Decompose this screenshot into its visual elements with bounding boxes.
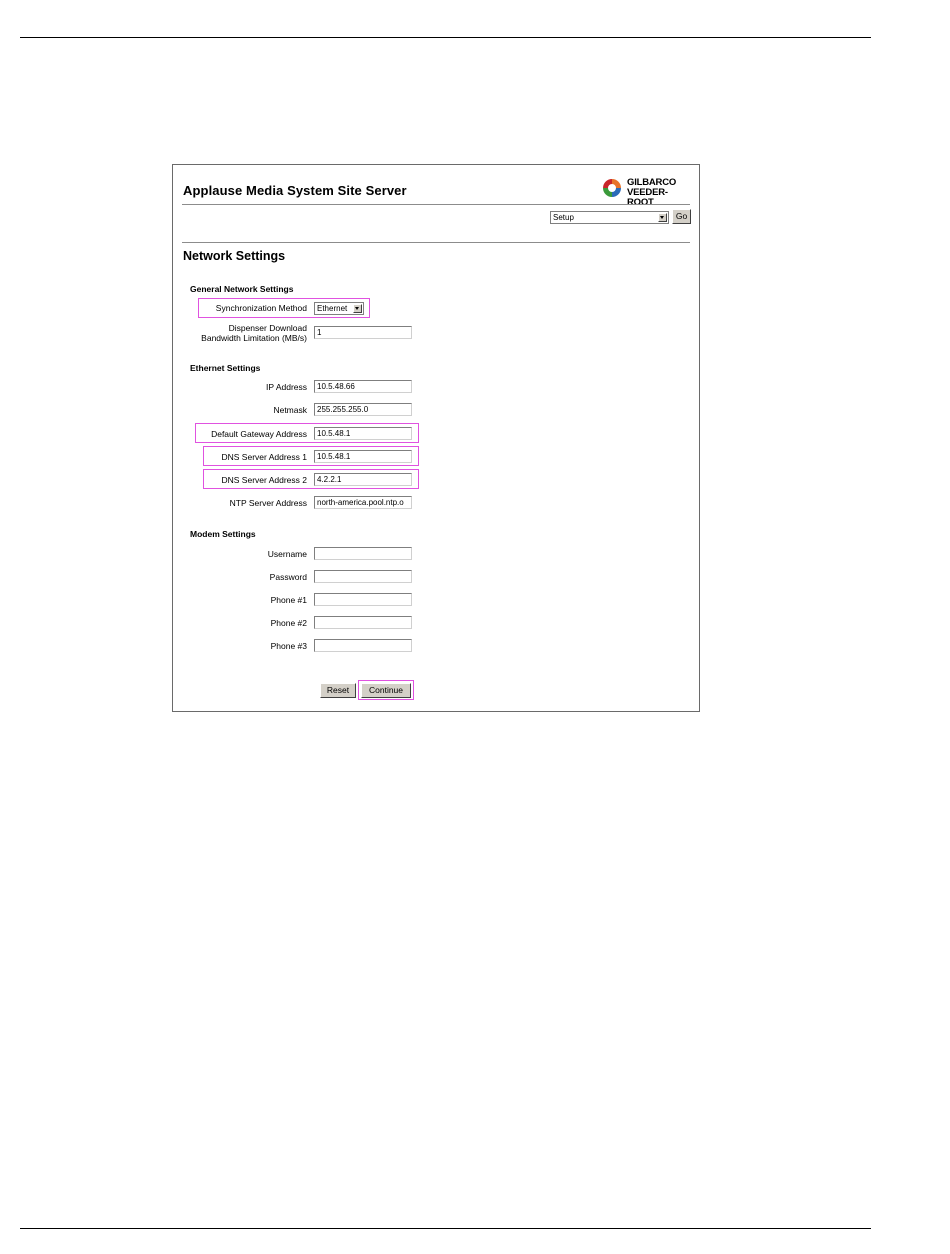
- ntp-server-label: NTP Server Address: [229, 498, 307, 508]
- sync-method-select-value: Ethernet: [317, 304, 348, 313]
- phone-3-label: Phone #3: [270, 641, 307, 651]
- phone-2-label: Phone #2: [270, 618, 307, 628]
- reset-button[interactable]: Reset: [320, 683, 356, 698]
- password-label: Password: [269, 572, 307, 582]
- modem-settings-heading: Modem Settings: [190, 529, 256, 539]
- toolbar-divider: [182, 242, 690, 243]
- bandwidth-label-line-1: Dispenser Download: [228, 323, 307, 333]
- navigation-select-value: Setup: [553, 213, 574, 222]
- netmask-field[interactable]: 255.255.255.0: [314, 403, 412, 416]
- navigation-select[interactable]: [550, 211, 669, 224]
- ip-address-field[interactable]: 10.5.48.66: [314, 380, 412, 393]
- phone-3-field[interactable]: [314, 639, 412, 652]
- ntp-server-field[interactable]: north-america.pool.ntp.o: [314, 496, 412, 509]
- dns-1-field[interactable]: 10.5.48.1: [314, 450, 412, 463]
- phone-2-field[interactable]: [314, 616, 412, 629]
- sync-method-select[interactable]: [314, 302, 364, 315]
- gateway-label: Default Gateway Address: [211, 429, 307, 439]
- page-bottom-rule: [20, 1228, 871, 1229]
- logo-line-1: GILBARCO: [627, 177, 677, 188]
- phone-1-label: Phone #1: [270, 595, 307, 605]
- phone-1-field[interactable]: [314, 593, 412, 606]
- browser-screenshot-frame: [172, 164, 700, 712]
- page-top-rule: [20, 37, 871, 38]
- username-label: Username: [267, 549, 307, 559]
- page-title: Network Settings: [183, 249, 286, 263]
- chevron-down-icon[interactable]: [658, 213, 667, 222]
- dns-2-label: DNS Server Address 2: [221, 475, 307, 485]
- dns-2-field[interactable]: 4.2.2.1: [314, 473, 412, 486]
- general-network-settings-heading: General Network Settings: [190, 284, 294, 294]
- go-button[interactable]: Go: [672, 209, 691, 224]
- dns-1-label: DNS Server Address 1: [221, 452, 307, 462]
- company-logo: [601, 176, 693, 208]
- chevron-down-icon[interactable]: [353, 304, 362, 313]
- netmask-label: Netmask: [273, 405, 307, 415]
- ip-address-label: IP Address: [266, 382, 307, 392]
- username-field[interactable]: [314, 547, 412, 560]
- logo-line-2: VEEDER-ROOT: [627, 187, 668, 208]
- header-divider: [182, 204, 690, 205]
- continue-button[interactable]: Continue: [361, 683, 411, 698]
- bandwidth-label: [201, 323, 307, 343]
- sync-method-label: Synchronization Method: [215, 303, 307, 313]
- password-field[interactable]: [314, 570, 412, 583]
- bandwidth-field[interactable]: 1: [314, 326, 412, 339]
- ethernet-settings-heading: Ethernet Settings: [190, 363, 261, 373]
- bandwidth-label-line-2: Bandwidth Limitation (MB/s): [201, 333, 307, 343]
- logo-ring-icon: [601, 177, 623, 199]
- gateway-field[interactable]: 10.5.48.1: [314, 427, 412, 440]
- app-title: Applause Media System Site Server: [183, 183, 407, 198]
